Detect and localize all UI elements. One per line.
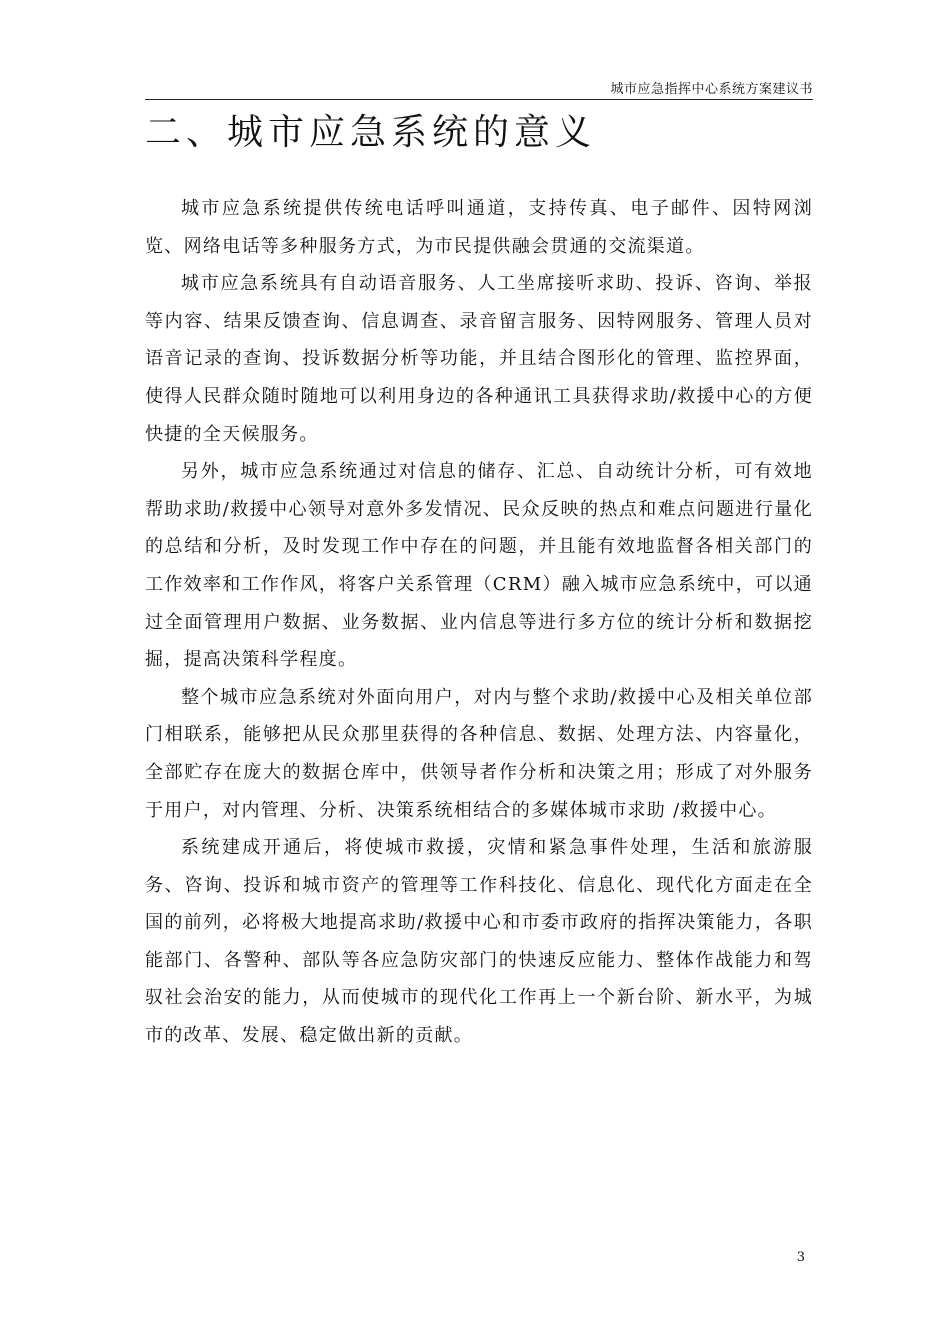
paragraph-1: 城市应急系统提供传统电话呼叫通道，支持传真、电子邮件、因特网浏览、网络电话等多种服务方式，为市民提供融会贯通的交流渠道。 <box>145 198 813 257</box>
body-text <box>145 190 813 1055</box>
paragraph-3: 另外，城市应急系统通过对信息的储存、汇总、自动统计分析，可有效地帮助求助/救援中心领导对意外多发情况、民众反映的热点和难点问题进行量化的总结和分析，及时发现工作中存在的问题，并且能有效地监督各相关部门的工作效率和工作作风，将客户关系管理（CRM）融入城市应急系统中，可以通过全面管理用户数据、业务数据、业内信息等进行多方位的统计分析和数据挖掘，提高决策科学程度。 <box>145 461 813 671</box>
page-number: 3 <box>796 1250 805 1265</box>
paragraph-2: 城市应急系统具有自动语音服务、人工坐席接听求助、投诉、咨询、举报等内容、结果反馈查询、信息调查、录音留言服务、因特网服务、管理人员对语音记录的查询、投诉数据分析等功能，并且结合图形化的管理、监控界面，使得人民群众随时随地可以利用身边的各种通讯工具获得求助/救援中心的方便快捷的全天候服务。 <box>145 273 813 445</box>
paragraph-4: 整个城市应急系统对外面向用户，对内与整个求助/救援中心及相关单位部门相联系，能够把从民众那里获得的各种信息、数据、处理方法、内容量化，全部贮存在庞大的数据仓库中，供领导者作分析和决策之用；形成了对外服务于用户，对内管理、分析、决策系统相结合的多媒体城市求助 /救援中心。 <box>145 686 813 821</box>
paragraph-5: 系统建成开通后，将使城市救援，灾情和紧急事件处理，生活和旅游服务、咨询、投诉和城市资产的管理等工作科技化、信息化、现代化方面走在全国的前列，必将极大地提高求助/救援中心和市委市政府的指挥决策能力，各职能部门、各警种、部队等各应急防灾部门的快速反应能力、整体作战能力和驾驭社会治安的能力，从而使城市的现代化工作再上一个新台阶、新水平，为城市的改革、发展、稳定做出新的贡献。 <box>145 837 813 1047</box>
section-title: 二、城市应急系统的意义 <box>145 112 597 153</box>
running-header: 城市应急指挥中心系统方案建议书 <box>610 82 813 97</box>
header-divider <box>145 99 813 100</box>
